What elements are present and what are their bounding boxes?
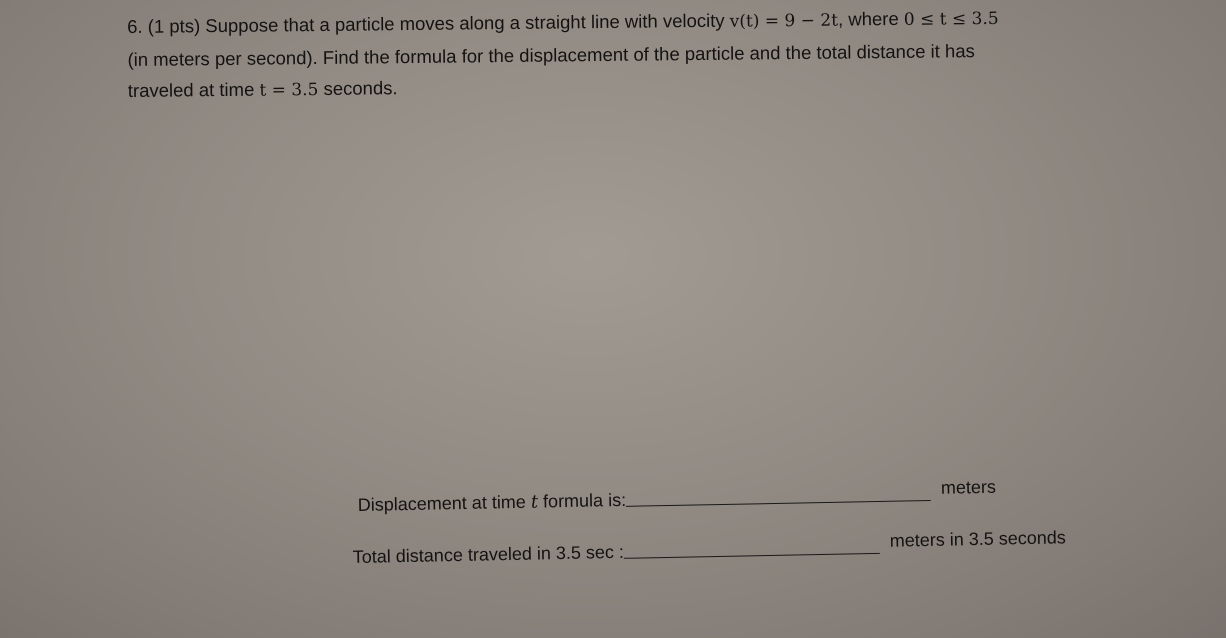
time-value: t = 3.5: [259, 80, 319, 101]
problem-time-text: traveled at time: [127, 78, 260, 101]
problem-statement: [127, 0, 1148, 108]
displacement-answer-row: [357, 476, 997, 516]
displacement-unit: meters: [940, 476, 997, 498]
problem-seconds-text: seconds.: [318, 77, 398, 99]
problem-line-2: (in meters per second). Find the formula for the displacement of the particle and the total distance it has: [127, 40, 975, 70]
time-domain: 0 ≤ t ≤ 3.5: [903, 8, 999, 30]
displacement-label: [358, 490, 627, 516]
displacement-label-prefix: Displacement at time: [357, 491, 532, 516]
distance-unit: meters in 3.5 seconds: [889, 527, 1066, 551]
displacement-answer-blank[interactable]: [626, 482, 931, 507]
distance-label: Total distance traveled in 3.5 sec :: [352, 541, 625, 568]
displacement-label-variable: t: [530, 491, 539, 513]
velocity-formula: v(t) = 9 − 2t: [729, 10, 839, 32]
problem-intro-text: 6. (1 pts) Suppose that a particle moves along a straight line with velocity: [127, 9, 730, 37]
problem-where-text: , where: [837, 7, 904, 30]
distance-answer-blank[interactable]: [624, 535, 880, 559]
displacement-label-suffix: formula is:: [537, 489, 627, 512]
distance-answer-row: [352, 527, 1067, 568]
